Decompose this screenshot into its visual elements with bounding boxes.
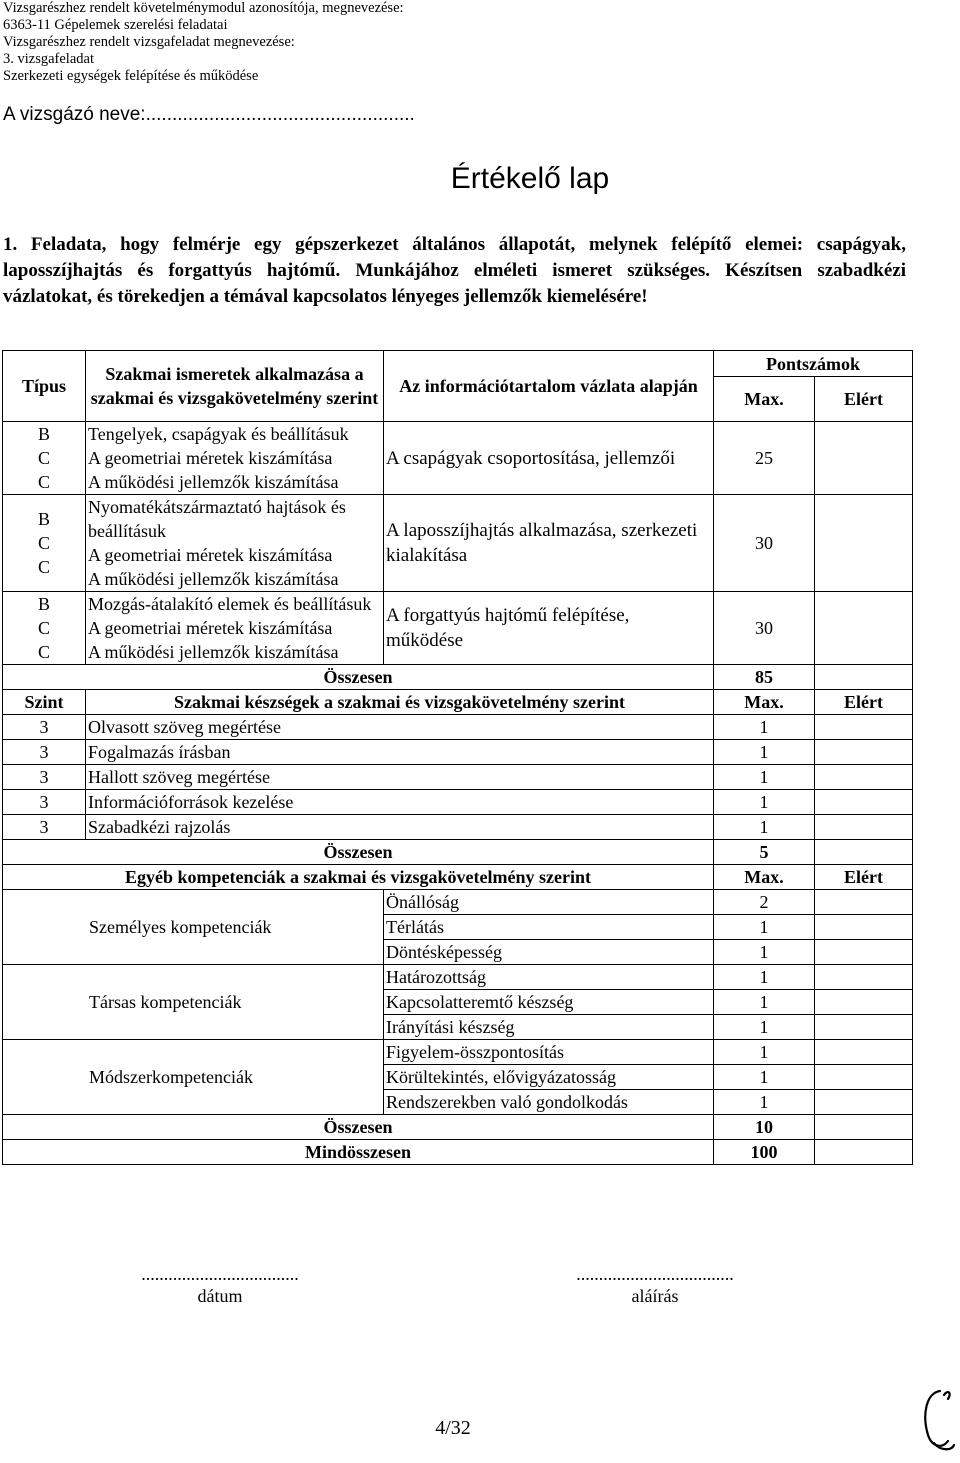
col-info-header: Az információtartalom vázlata alapján xyxy=(384,351,714,422)
col-got-header: Elért xyxy=(815,377,913,422)
col-max-header: Max. xyxy=(714,377,815,422)
max-cell: 1 xyxy=(714,790,815,815)
got-cell[interactable] xyxy=(815,940,913,965)
skills-total-label: Összesen xyxy=(3,840,714,865)
max-cell: 1 xyxy=(714,1090,815,1115)
col-max-header: Max. xyxy=(714,865,815,890)
max-cell: 1 xyxy=(714,1015,815,1040)
table-row xyxy=(3,890,913,915)
header-line: Vizsgarészhez rendelt vizsgafeladat megnevezése: xyxy=(3,34,295,50)
competency-group-name: Módszerkompetenciák xyxy=(3,1040,384,1115)
level-cell: 3 xyxy=(3,815,86,840)
got-cell[interactable] xyxy=(815,422,913,495)
competency-group-name: Személyes kompetenciák xyxy=(3,890,384,965)
level-cell: 3 xyxy=(3,740,86,765)
signature-block xyxy=(505,1263,805,1307)
got-cell[interactable] xyxy=(815,790,913,815)
table-row xyxy=(3,1040,913,1065)
grand-total-value: 100 xyxy=(714,1140,815,1165)
competencies-total-label: Összesen xyxy=(3,1115,714,1140)
max-cell: 1 xyxy=(714,1040,815,1065)
level-cell: 3 xyxy=(3,765,86,790)
max-cell: 1 xyxy=(714,1065,815,1090)
table-row xyxy=(3,422,913,495)
max-cell: 1 xyxy=(714,990,815,1015)
table-row xyxy=(3,495,913,592)
max-cell: 1 xyxy=(714,715,815,740)
task-description: 1. Feladata, hogy felmérje egy gépszerkezet általános állapotát, melynek felépítő elemei: csapágyak, laposszíjhajtás és forgattyús hajtómű. Munkájához elméleti ismeret szükséges. Készítsen szabadkézi vázlatokat, és törekedjen a témával kapcsolatos lényeges jellemzők kiemelésére! xyxy=(3,234,906,307)
got-cell[interactable] xyxy=(815,1040,913,1065)
skill-name-cell: Hallott szöveg megértése xyxy=(86,765,714,790)
header-line: Szerkezeti egységek felépítése és működése xyxy=(3,68,259,84)
col-area-header: Szakmai ismeretek alkalmazása a szakmai és vizsgakövetelmény szerint xyxy=(86,351,384,422)
info-cell: A csapágyak csoportosítása, jellemzői xyxy=(384,422,714,495)
competency-name-cell: Önállóság xyxy=(384,890,714,915)
type-cell: B C C xyxy=(3,495,86,592)
max-cell: 25 xyxy=(714,422,815,495)
col-max-header: Max. xyxy=(714,690,815,715)
got-cell[interactable] xyxy=(815,1015,913,1040)
area-cell: Nyomatékátszármaztató hajtások és beállításuk A geometriai méretek kiszámítása A működési jellemzők kiszámítása xyxy=(86,495,384,592)
max-cell: 1 xyxy=(714,765,815,790)
evaluation-table xyxy=(2,350,913,1165)
got-cell[interactable] xyxy=(815,495,913,592)
table-row xyxy=(3,765,913,790)
max-cell: 1 xyxy=(714,965,815,990)
max-cell: 1 xyxy=(714,815,815,840)
knowledge-total-got[interactable] xyxy=(815,665,913,690)
got-cell[interactable] xyxy=(815,890,913,915)
handwritten-initial-mark xyxy=(918,1385,956,1455)
table-row xyxy=(3,965,913,990)
competency-name-cell: Döntésképesség xyxy=(384,940,714,965)
document-header xyxy=(3,0,404,85)
signature-line: ................................... xyxy=(576,1264,734,1284)
page-number: 4/32 xyxy=(435,1417,471,1439)
skill-name-cell: Információforrások kezelése xyxy=(86,790,714,815)
date-line: ................................... xyxy=(141,1264,299,1284)
table-row xyxy=(3,592,913,665)
competency-name-cell: Irányítási készség xyxy=(384,1015,714,1040)
page-title: Értékelő lap xyxy=(450,162,610,195)
col-got-header: Elért xyxy=(815,690,913,715)
competencies-header: Egyéb kompetenciák a szakmai és vizsgakövetelmény szerint xyxy=(3,865,714,890)
got-cell[interactable] xyxy=(815,715,913,740)
skill-name-cell: Olvasott szöveg megértése xyxy=(86,715,714,740)
level-cell: 3 xyxy=(3,790,86,815)
signature-label: aláírás xyxy=(631,1286,679,1306)
skill-name-cell: Fogalmazás írásban xyxy=(86,740,714,765)
competency-name-cell: Figyelem-összpontosítás xyxy=(384,1040,714,1065)
max-cell: 1 xyxy=(714,915,815,940)
competency-name-cell: Rendszerekben való gondolkodás xyxy=(384,1090,714,1115)
max-cell: 30 xyxy=(714,495,815,592)
skill-name-cell: Szabadkézi rajzolás xyxy=(86,815,714,840)
max-cell: 30 xyxy=(714,592,815,665)
max-cell: 2 xyxy=(714,890,815,915)
header-line: Vizsgarészhez rendelt követelménymodul azonosítója, megnevezése: xyxy=(3,0,404,16)
skills-total-value: 5 xyxy=(714,840,815,865)
got-cell[interactable] xyxy=(815,740,913,765)
col-type-header: Típus xyxy=(3,351,86,422)
header-line: 3. vizsgafeladat xyxy=(3,51,94,67)
area-cell: Mozgás-átalakító elemek és beállításuk A geometriai méretek kiszámítása A működési jellemzők kiszámítása xyxy=(86,592,384,665)
area-cell: Tengelyek, csapágyak és beállításuk A geometriai méretek kiszámítása A működési jellemzők kiszámítása xyxy=(86,422,384,495)
col-got-header: Elért xyxy=(815,865,913,890)
type-cell: B C C xyxy=(3,592,86,665)
got-cell[interactable] xyxy=(815,765,913,790)
table-row xyxy=(3,740,913,765)
competency-name-cell: Térlátás xyxy=(384,915,714,940)
table-row xyxy=(3,790,913,815)
competency-name-cell: Kapcsolatteremtő készség xyxy=(384,990,714,1015)
competency-name-cell: Határozottság xyxy=(384,965,714,990)
col-level-header: Szint xyxy=(3,690,86,715)
skills-header: Szakmai készségek a szakmai és vizsgakövetelmény szerint xyxy=(86,690,714,715)
grand-total-label: Mindösszesen xyxy=(3,1140,714,1165)
got-cell[interactable] xyxy=(815,915,913,940)
max-cell: 1 xyxy=(714,740,815,765)
date-signature-block xyxy=(70,1263,370,1307)
table-row xyxy=(3,815,913,840)
knowledge-total-label: Összesen xyxy=(3,665,714,690)
got-cell[interactable] xyxy=(815,990,913,1015)
competencies-total-value: 10 xyxy=(714,1115,815,1140)
competency-group-name: Társas kompetenciák xyxy=(3,965,384,1040)
max-cell: 1 xyxy=(714,940,815,965)
table-row xyxy=(3,715,913,740)
col-points-header: Pontszámok xyxy=(714,351,913,377)
examinee-name-field: A vizsgázó neve:................................................... xyxy=(3,104,415,125)
competency-name-cell: Körültekintés, elővigyázatosság xyxy=(384,1065,714,1090)
date-label: dátum xyxy=(197,1286,243,1306)
skills-total-got[interactable] xyxy=(815,840,913,865)
got-cell[interactable] xyxy=(815,815,913,840)
header-line: 6363-11 Gépelemek szerelési feladatai xyxy=(3,17,228,33)
grand-total-got[interactable] xyxy=(815,1140,913,1165)
got-cell[interactable] xyxy=(815,965,913,990)
got-cell[interactable] xyxy=(815,1090,913,1115)
info-cell: A forgattyús hajtómű felépítése, működése xyxy=(384,592,714,665)
type-cell: B C C xyxy=(3,422,86,495)
info-cell: A laposszíjhajtás alkalmazása, szerkezeti kialakítása xyxy=(384,495,714,592)
got-cell[interactable] xyxy=(815,1065,913,1090)
competencies-total-got[interactable] xyxy=(815,1115,913,1140)
got-cell[interactable] xyxy=(815,592,913,665)
level-cell: 3 xyxy=(3,715,86,740)
knowledge-total-value: 85 xyxy=(714,665,815,690)
